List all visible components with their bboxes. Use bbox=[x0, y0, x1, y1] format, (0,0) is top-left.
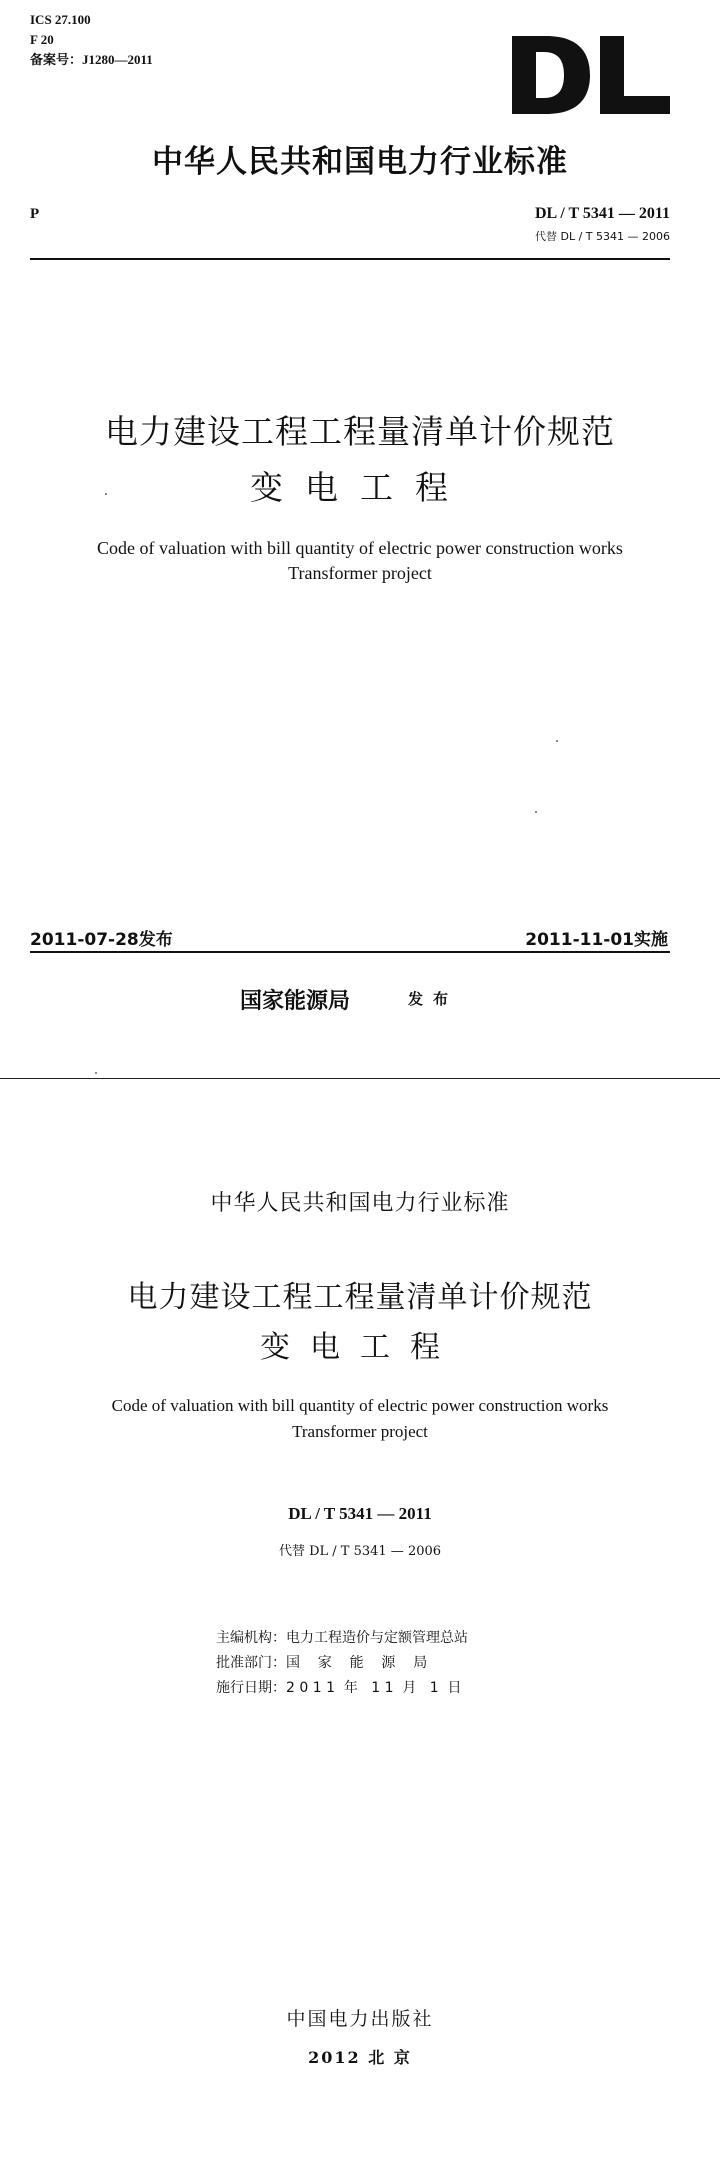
publication-year-place: 2012 北 京 bbox=[308, 2048, 412, 2067]
header-rule bbox=[30, 258, 670, 260]
publisher-press: 中国电力出版社 bbox=[286, 2008, 434, 2030]
replaced-standard: 代替 DL / T 5341 — 2006 bbox=[278, 1544, 442, 1559]
title-chinese: 电力建设工程工程量清单计价规范 bbox=[127, 1280, 593, 1315]
effective-date-info: 施行日期：2 0 1 1 年 1 1 月 1 日 bbox=[216, 1680, 462, 1696]
title-english-line2: Transformer project bbox=[288, 563, 432, 583]
classification-letter: P bbox=[30, 206, 40, 222]
standard-number: DL / T 5341 — 2011 bbox=[288, 1504, 432, 1523]
approver-info: 批准部门：国 家 能 源 局 bbox=[216, 1655, 428, 1671]
page-separator bbox=[0, 1078, 720, 1079]
ics-code: ICS 27.100 bbox=[30, 12, 91, 27]
publish-label: 发布 bbox=[408, 990, 459, 1008]
record-number: 备案号：J1280—2011 bbox=[30, 52, 153, 67]
footer-rule bbox=[30, 951, 670, 953]
standard-organization: 中华人民共和国电力行业标准 bbox=[210, 1191, 510, 1216]
subtitle-chinese: 变电工程 bbox=[260, 1330, 460, 1365]
issue-date: 2011-07-28发布 bbox=[30, 930, 173, 950]
implementation-date: 2011-11-01实施 bbox=[525, 930, 668, 950]
scan-speck bbox=[105, 493, 107, 495]
subtitle-chinese: 变电工程 bbox=[250, 468, 470, 507]
title-page bbox=[0, 1080, 720, 2160]
replaced-standard: 代替 DL / T 5341 — 2006 bbox=[535, 230, 670, 243]
title-english-line1: Code of valuation with bill quantity of electric power construction works bbox=[97, 538, 623, 558]
publisher-name: 国家能源局 bbox=[240, 989, 351, 1014]
dl-logo bbox=[512, 36, 670, 114]
scan-speck bbox=[556, 740, 558, 742]
editor-info: 主编机构：电力工程造价与定额管理总站 bbox=[216, 1630, 468, 1646]
cover-page bbox=[0, 0, 720, 1078]
title-english-line1: Code of valuation with bill quantity of electric power construction works bbox=[111, 1396, 609, 1415]
scan-speck bbox=[95, 1072, 97, 1074]
standard-organization: 中华人民共和国电力行业标准 bbox=[152, 144, 568, 180]
f-code: F 20 bbox=[30, 32, 54, 47]
title-chinese: 电力建设工程工程量清单计价规范 bbox=[105, 412, 615, 451]
scan-speck bbox=[535, 811, 537, 813]
standard-number: DL / T 5341 — 2011 bbox=[535, 205, 670, 222]
title-english-line2: Transformer project bbox=[292, 1422, 428, 1441]
